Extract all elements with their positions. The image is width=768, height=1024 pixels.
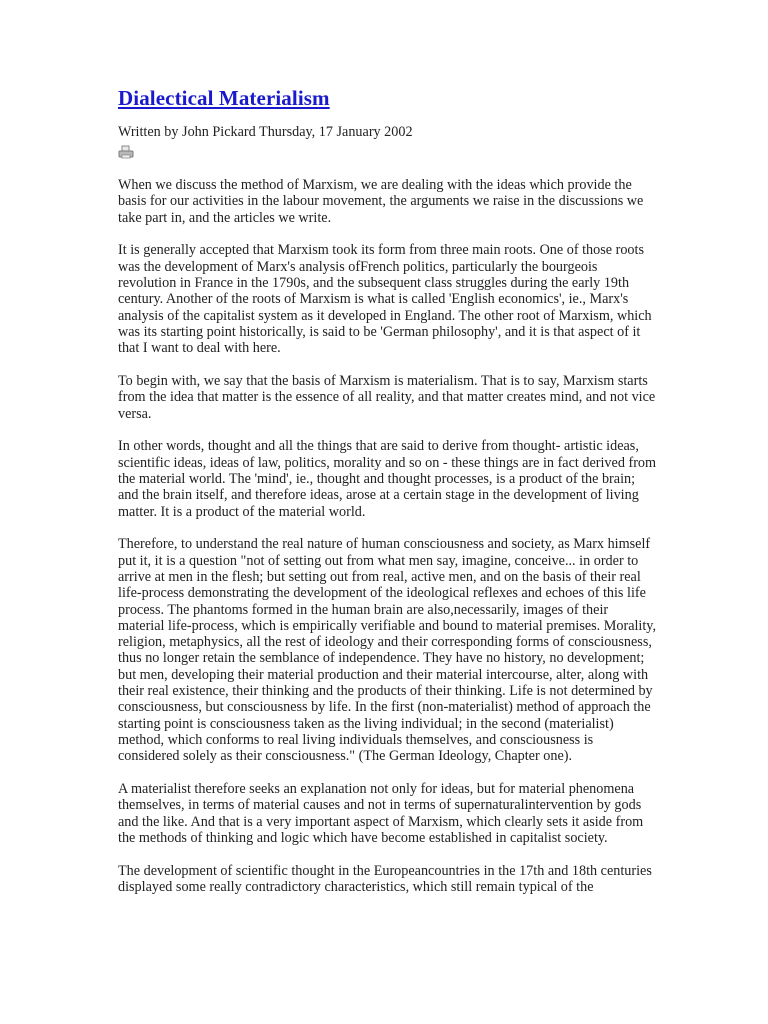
article-paragraph: In other words, thought and all the things that are said to derive from thought- artistic ideas, scientific ideas, ideas of law, politics, morality and so on - these things are in fact derived from the material world. The 'mind', ie., thought and thought processes, is a product of the brain; and the brain itself, and therefore ideas, arose at a certain stage in the development of living matter. It is a product of the material world. (118, 438, 657, 520)
printer-icon[interactable] (118, 145, 134, 159)
article-paragraph: Therefore, to understand the real nature of human consciousness and society, as Marx himself put it, it is a question "not of setting out from what men say, imagine, conceive... in order to arrive at men in the flesh; but setting out from real, active men, and on the basis of their real life-process demonstrating the development of the ideological reflexes and echoes of this life process. The phantoms formed in the human brain are also,necessarily, images of their material life-process, which is empirically verifiable and bound to material premises. Morality, religion, metaphysics, all the rest of ideology and their corresponding forms of consciousness, thus no longer retain the semblance of independence. They have no history, no development; but men, developing their material production and their material intercourse, alter, along with their real existence, their thinking and the products of their thinking. Life is not determined by consciousness, but consciousness by life. In the first (non-materialist) method of approach the starting point is consciousness taken as the living individual; in the second (materialist) method, which conforms to real living individuals themselves, and consciousness is considered solely as their consciousness." (The German Ideology, Chapter one). (118, 536, 657, 765)
article-paragraph: It is generally accepted that Marxism took its form from three main roots. One of those roots was the development of Marx's analysis ofFrench politics, particularly the bourgeois revolution in France in the 1790s, and the subsequent class struggles during the early 19th century. Another of the roots of Marxism is what is called 'English economics', ie., Marx's analysis of the capitalist system as it developed in England. The other root of Marxism, which was its starting point historically, is said to be 'German philosophy', and it is that aspect of it that I want to deal with here. (118, 242, 652, 357)
article-paragraph: When we discuss the method of Marxism, we are dealing with the ideas which provide the basis for our activities in the labour movement, the arguments we raise in the discussions we take part in, and the articles we write. (118, 177, 644, 226)
article-paragraph: To begin with, we say that the basis of Marxism is materialism. That is to say, Marxism starts from the idea that matter is the essence of all reality, and that matter creates mind, and not vice versa. (118, 372, 656, 422)
document-page (118, 84, 658, 912)
article-paragraph: The development of scientific thought in the Europeancountries in the 17th and 18th centuries displayed some really contradictory characteristics, which still remain typical of the (118, 862, 652, 895)
article-byline: Written by John Pickard Thursday, 17 January 2002 (118, 124, 413, 140)
article-paragraph: A materialist therefore seeks an explanation not only for ideas, but for material phenomena themselves, in terms of material causes and not in terms of supernaturalintervention by gods and the like. And that is a very important aspect of Marxism, which clearly sets it aside from the methods of thinking and logic which have become established in capitalist society. (118, 781, 644, 846)
article-title-link[interactable]: Dialectical Materialism (118, 86, 330, 110)
article-body (118, 177, 658, 895)
